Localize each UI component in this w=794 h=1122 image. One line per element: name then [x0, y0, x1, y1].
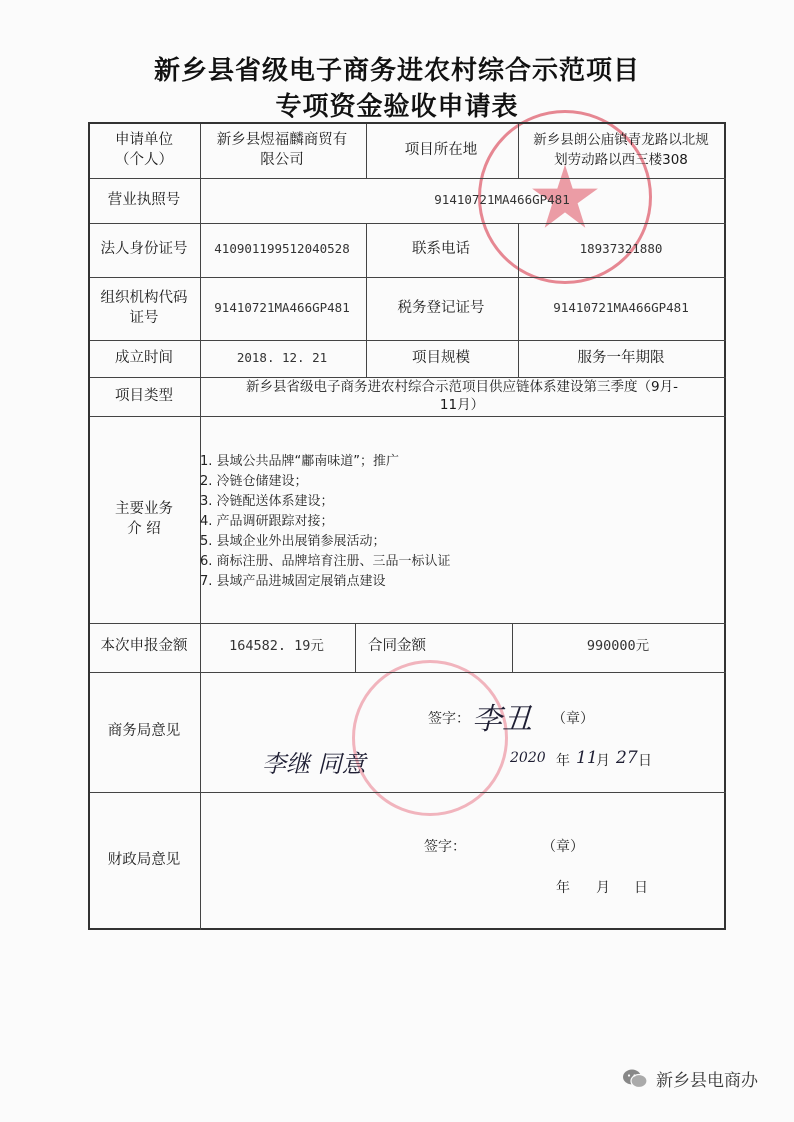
- finance-date-day: 日: [634, 880, 648, 896]
- list-item: 3. 冷链配送体系建设；: [200, 494, 334, 509]
- phone-label: 联系电话: [412, 241, 470, 257]
- list-item: 1. 县域公共品牌“鄘南味道”；推广: [200, 454, 400, 469]
- list-item: 7. 县域产品进城固定展销点建设: [200, 574, 386, 589]
- business-items-list: [200, 452, 560, 592]
- finance-seal-label: （章）: [542, 839, 584, 855]
- commerce-date-month: 11: [576, 748, 598, 768]
- type-value: [200, 377, 724, 415]
- org-code-label-line1: 组织机构代码: [100, 289, 188, 306]
- scale-label: 项目规模: [412, 349, 470, 366]
- contract-label: 合同金额: [368, 638, 426, 654]
- established-value: 2018. 12. 21: [236, 349, 328, 365]
- commerce-label: 商务局意见: [107, 723, 181, 739]
- list-item: 4. 产品调研跟踪对接；: [200, 514, 334, 529]
- commerce-date-day-suffix: 日: [638, 753, 652, 769]
- page-title: 新乡县省级电子商务进农村综合示范项目: [153, 56, 640, 86]
- type-value-line1: 新乡县省级电子商务进农村综合示范项目供应链体系建设第三季度（9月-: [246, 379, 678, 395]
- finance-date-year: 年: [556, 880, 570, 896]
- finance-sign-label: 签字：: [424, 839, 466, 855]
- finance-label: 财政局意见: [107, 852, 181, 868]
- phone-value: 18937321880: [579, 241, 663, 256]
- type-value-line2: 11月）: [439, 397, 485, 413]
- commerce-date-year: 2020: [510, 750, 546, 766]
- type-label: 项目类型: [115, 388, 173, 404]
- org-code-value: 91410721MA466GP481: [214, 299, 350, 315]
- location-label: 项目所在地: [404, 142, 478, 158]
- scale-value: 服务一年期限: [577, 349, 665, 366]
- wechat-account-name: 新乡县电商办: [656, 1071, 758, 1091]
- commerce-seal-label: （章）: [552, 711, 594, 727]
- list-item: 5. 县域企业外出展销参展活动；: [200, 534, 386, 549]
- business-label: [90, 417, 198, 621]
- org-code-label-line2: 证号: [129, 309, 159, 326]
- org-code-label: [90, 277, 198, 338]
- legal-id-value: 410901199512040528: [214, 241, 350, 256]
- list-item: 2. 冷链仓储建设；: [200, 474, 308, 489]
- amount-value: 164582. 19元: [229, 638, 324, 654]
- commerce-date-month-suffix: 月: [596, 753, 610, 769]
- finance-date-month: 月: [596, 880, 610, 896]
- location-value-line1: 新乡县朗公庙镇青龙路以北规: [533, 132, 709, 148]
- established-label: 成立时间: [115, 349, 173, 366]
- commerce-comment: 李继 同意: [262, 750, 366, 778]
- commerce-date-day: 27: [616, 748, 638, 768]
- license-value: 91410721MA466GP481: [434, 191, 570, 207]
- applicant-label-text: 申请单位: [115, 132, 173, 148]
- location-value: [518, 124, 724, 176]
- contract-value: 990000元: [586, 638, 650, 654]
- commerce-date-year-suffix: 年: [556, 753, 570, 769]
- amount-label: 本次申报金额: [100, 638, 188, 654]
- commerce-signature: 李丑: [472, 702, 532, 737]
- applicant-value-line2: 限公司: [260, 152, 304, 168]
- commerce-sign-label: 签字：: [428, 711, 470, 727]
- applicant-value: [200, 124, 364, 176]
- legal-id-label: 法人身份证号: [100, 241, 188, 257]
- page-subtitle: 专项资金验收申请表: [275, 92, 519, 122]
- tax-label: 税务登记证号: [397, 299, 485, 316]
- business-label-line1: 主要业务: [115, 501, 173, 517]
- tax-value: 91410721MA466GP481: [553, 299, 689, 315]
- applicant-label: [90, 124, 198, 176]
- applicant-value-line1: 新乡县煜福麟商贸有: [216, 132, 348, 148]
- business-label-line2: 介 绍: [127, 521, 161, 537]
- wechat-icon: [622, 1068, 648, 1090]
- location-value-line2: 划劳动路以西三楼308: [554, 152, 688, 168]
- license-label: 营业执照号: [107, 191, 181, 208]
- list-item: 6. 商标注册、品牌培育注册、三品一标认证: [200, 554, 451, 569]
- wechat-watermark: [622, 1066, 758, 1091]
- applicant-label-sub: （个人）: [115, 152, 173, 168]
